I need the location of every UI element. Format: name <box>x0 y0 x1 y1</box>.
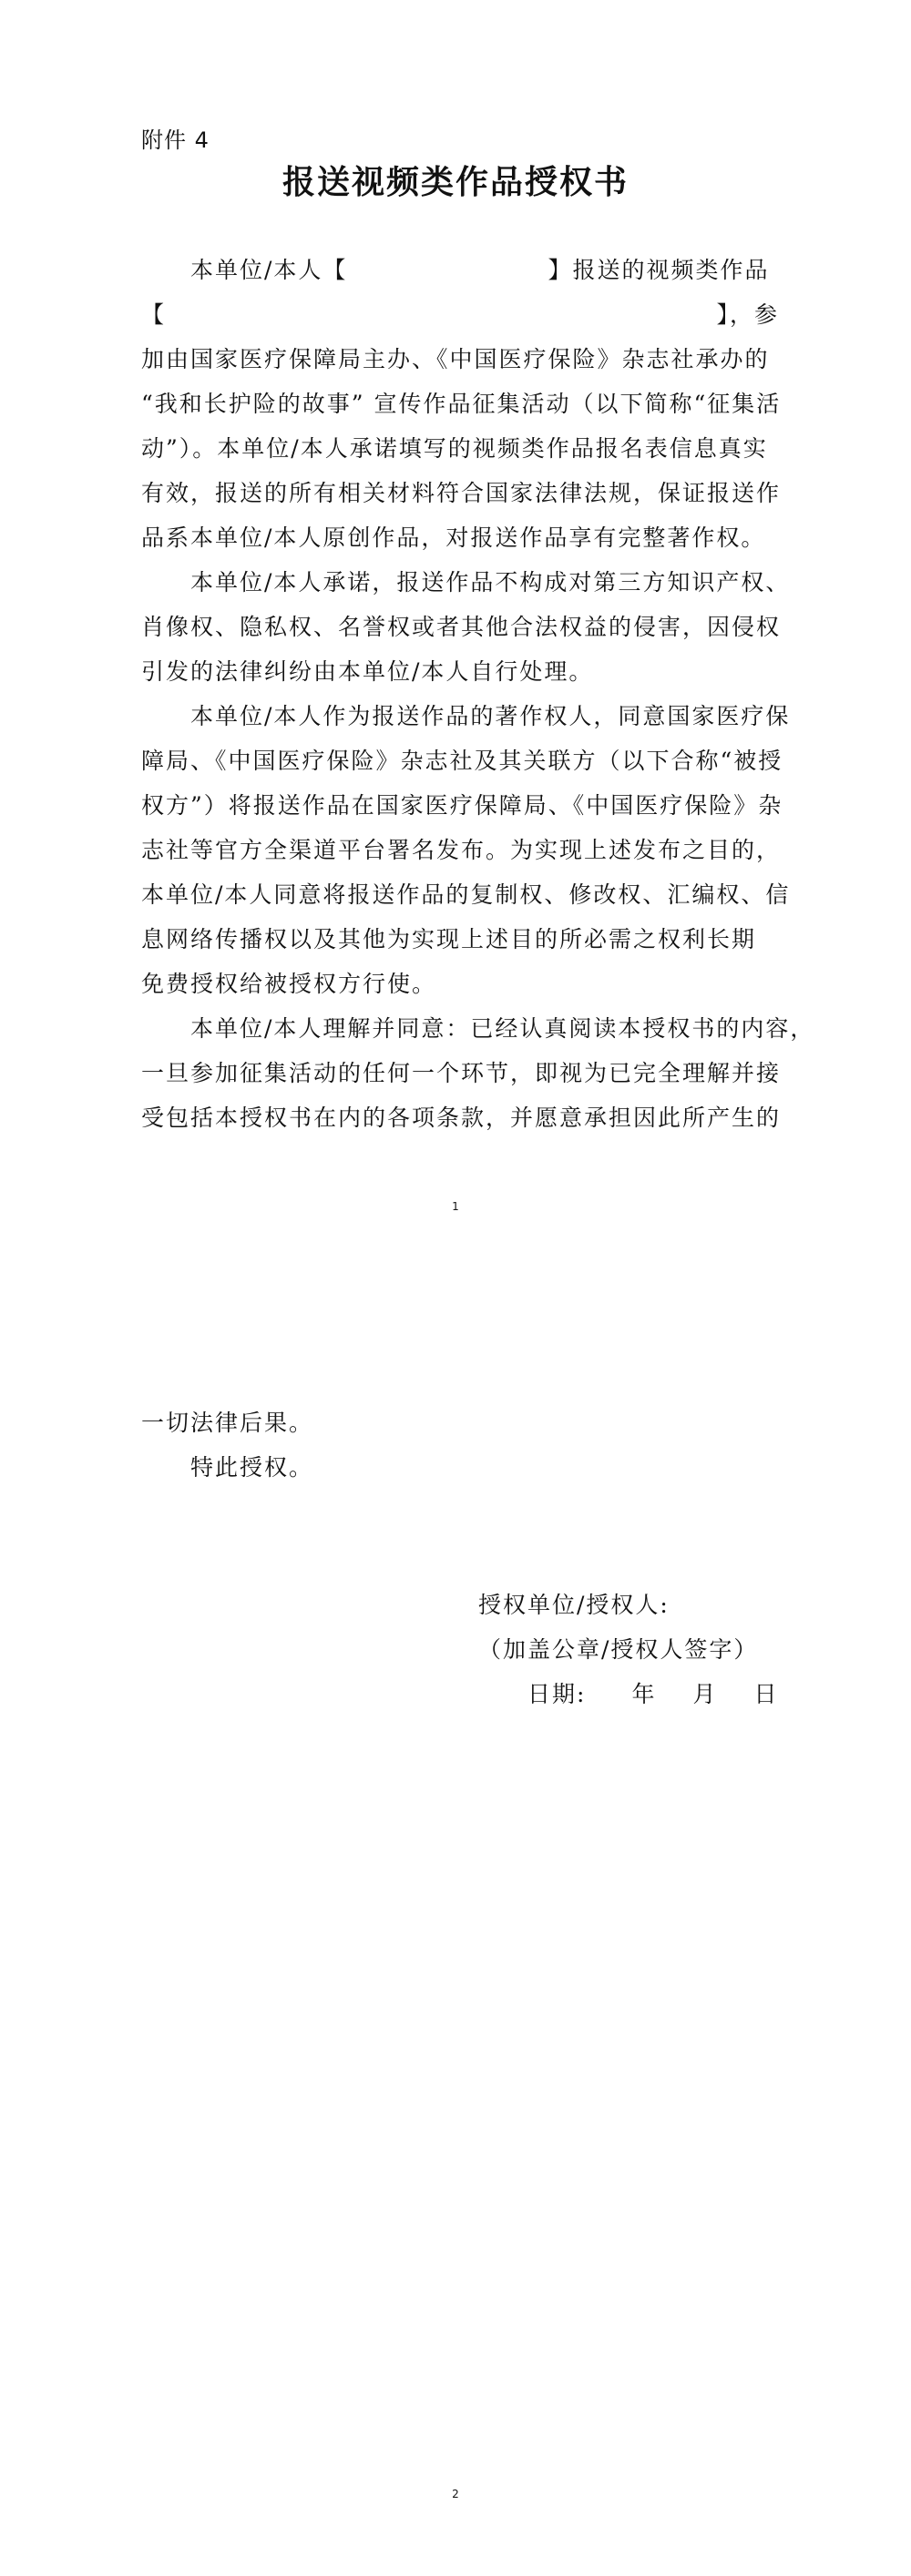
date-day: 日 <box>753 1681 779 1707</box>
paragraph-1-line-1 <box>141 248 779 292</box>
unit-prefix: 本单位/本人【 <box>190 257 348 283</box>
text-line: 本单位/本人理解并同意：已经认真阅读本授权书的内容， <box>190 1015 815 1042</box>
text-line: 权方”）将报送作品在国家医疗保障局、《中国医疗保险》杂 <box>141 792 783 819</box>
text-line: 动”）。本单位/本人承诺填写的视频类作品报名表信息真实 <box>141 435 768 462</box>
text-line: 本单位/本人同意将报送作品的复制权、修改权、汇编权、信 <box>141 881 791 908</box>
work-title-close-bracket: 】，参 <box>716 301 779 328</box>
attachment-label: 附件 4 <box>141 127 210 153</box>
page-number-1: 1 <box>452 1200 459 1213</box>
text-line: 肖像权、隐私权、名誉权或者其他合法权益的侵害，因侵权 <box>141 614 782 640</box>
signature-block <box>478 1583 778 1716</box>
document-title: 报送视频类作品授权书 <box>281 163 629 201</box>
text-line: 本单位/本人作为报送作品的著作权人，同意国家医疗保 <box>190 703 791 729</box>
text-line: 志社等官方全渠道平台署名发布。为实现上述发布之目的， <box>141 837 782 863</box>
continuation-line: 一切法律后果。 <box>141 1410 314 1436</box>
seal-note: （加盖公章/授权人签字） <box>478 1636 759 1663</box>
date-label: 日期: <box>527 1681 587 1707</box>
text-line: “我和长护险的故事” 宣传作品征集活动（以下简称“征集活 <box>141 391 782 417</box>
unit-suffix: 】报送的视频类作品 <box>548 257 770 283</box>
paragraph-3 <box>141 694 791 1006</box>
text-line: 障局、《中国医疗保险》杂志社及其关联方（以下合称“被授 <box>141 748 783 774</box>
text-line: 品系本单位/本人原创作品，对报送作品享有完整著作权。 <box>141 524 766 551</box>
paragraph-4 <box>141 1006 815 1140</box>
date-month: 月 <box>692 1681 718 1707</box>
text-line: 息网络传播权以及其他为实现上述目的所必需之权利长期 <box>141 926 757 952</box>
date-year: 年 <box>631 1681 657 1707</box>
closing-line: 特此授权。 <box>190 1454 314 1481</box>
text-line: 免费授权给被授权方行使。 <box>141 971 437 997</box>
paragraph-1 <box>141 248 782 560</box>
body-page-1 <box>141 248 815 1140</box>
text-line: 加由国家医疗保障局主办、《中国医疗保险》杂志社承办的 <box>141 346 770 372</box>
text-line: 受包括本授权书在内的各项条款，并愿意承担因此所产生的 <box>141 1105 782 1131</box>
date-line <box>478 1672 778 1716</box>
authorizer-label: 授权单位/授权人: <box>478 1592 670 1618</box>
page-number-2: 2 <box>452 2488 459 2500</box>
text-line: 引发的法律纠纷由本单位/本人自行处理。 <box>141 658 594 685</box>
text-line: 本单位/本人承诺，报送作品不构成对第三方知识产权、 <box>190 569 791 596</box>
paragraph-2 <box>141 560 791 694</box>
text-line: 有效，报送的所有相关材料符合国家法律法规，保证报送作 <box>141 480 782 506</box>
body-page-2 <box>141 1400 779 1490</box>
work-title-open-bracket: 【 <box>141 301 167 328</box>
text-line: 一旦参加征集活动的任何一个环节，即视为已完全理解并接 <box>141 1060 782 1086</box>
paragraph-1-line-2 <box>141 292 779 337</box>
